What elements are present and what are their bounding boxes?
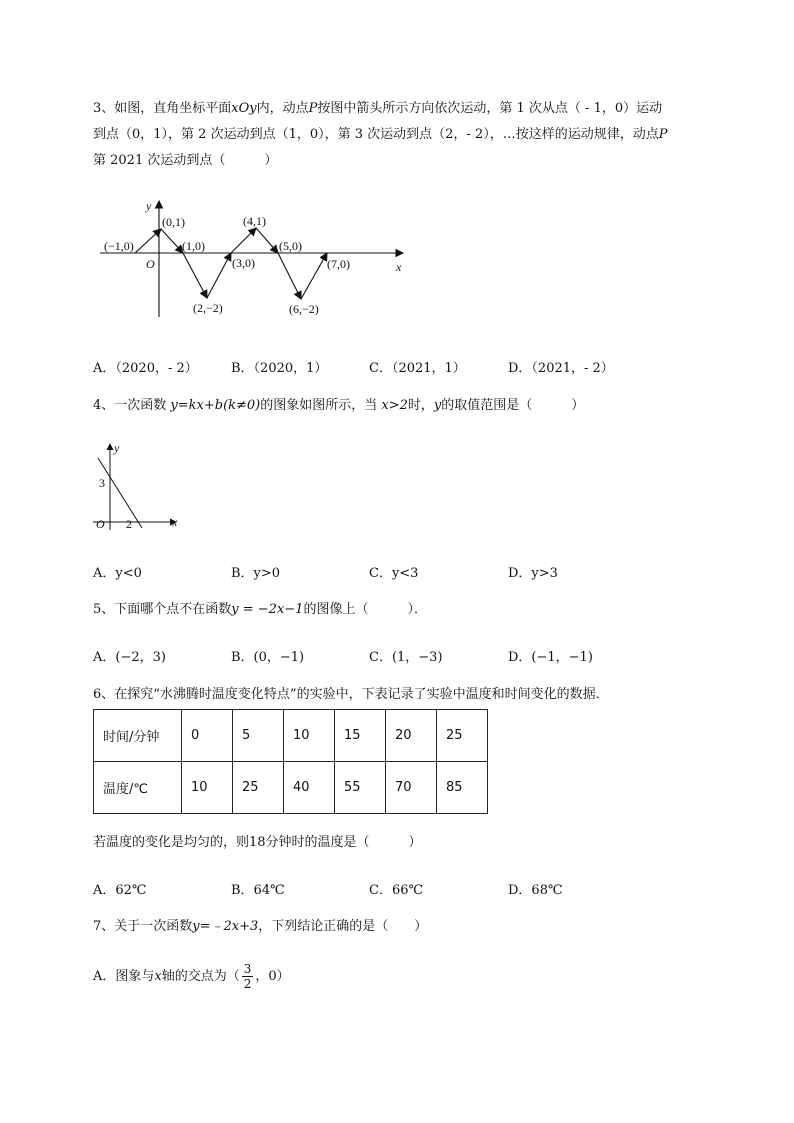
q3-point-label: (4,1) — [243, 214, 266, 228]
fraction-numerator: 3 — [243, 962, 252, 976]
q3-point-label: (7,0) — [327, 257, 350, 271]
q4-origin-label: O — [96, 517, 105, 531]
q5-option-a[interactable]: A．(−2，3) — [93, 650, 166, 665]
q3-origin-label: O — [146, 257, 155, 271]
q6-option-c[interactable]: C．66℃ — [369, 883, 424, 898]
q3-point-label: (3,0) — [232, 256, 255, 270]
q3-point-label: (1,0) — [182, 239, 205, 253]
table-cell: 5 — [233, 710, 284, 762]
q5-option-c[interactable]: C．(1，−3) — [369, 650, 443, 665]
q4-option-b[interactable]: B．y>0 — [231, 566, 281, 581]
table-cell: 15 — [335, 710, 386, 762]
q5-option-b[interactable]: B．(0，−1) — [231, 650, 305, 665]
q3-point-label: (−1,0) — [104, 239, 134, 253]
table-cell: 25 — [233, 762, 284, 814]
table-cell: 10 — [182, 762, 233, 814]
q3-line-1 — [93, 96, 662, 122]
q3-y-label: y — [146, 199, 152, 213]
q5-formula: y = −2x−1 — [231, 602, 304, 617]
q3-option-b[interactable]: B．（2020，1） — [231, 361, 328, 376]
q3-line-3: 第 2021 次运动到点（ ） — [93, 153, 278, 168]
q7-text-b: ，下列结论正确的是（ ） — [258, 919, 428, 934]
table-cell: 10 — [284, 710, 335, 762]
q4-graph — [88, 440, 188, 535]
table-cell: 时间/分钟 — [94, 710, 182, 762]
q7-stem — [93, 914, 427, 940]
q3-point-label: (6,−2) — [289, 302, 319, 316]
q3-option-d[interactable]: D．（2021，- 2） — [508, 361, 614, 376]
q5-option-d[interactable]: D．(−1，−1) — [508, 650, 593, 665]
q3-text-d: 到点（0，1），第 2 次运动到点（1，0），第 3 次运动到点（2，- 2），…按这样的运动规律，动点 — [93, 127, 659, 142]
q4-stem — [93, 393, 584, 419]
q7-fraction — [242, 962, 254, 991]
table-cell: 55 — [335, 762, 386, 814]
table-cell: 温度/℃ — [94, 762, 182, 814]
q4-text-b: 的图象如图所示，当 — [260, 398, 382, 413]
q4-formula: y=kx+b(k≠0) — [170, 398, 261, 413]
q3-path-seg — [135, 229, 161, 253]
q6-option-b[interactable]: B．64℃ — [231, 883, 285, 898]
q6-data-table — [93, 709, 488, 814]
q7-formula: y=﹣2x+3 — [192, 919, 259, 934]
q3-x-label: x — [396, 260, 402, 274]
q3-point-label: (5,0) — [279, 239, 302, 253]
table-cell: 20 — [386, 710, 437, 762]
q3-graph — [95, 195, 415, 320]
q4-y-intercept-label: 3 — [99, 476, 105, 490]
q7-opt-text-c: ，0） — [255, 969, 290, 984]
q7-text-a: 7、关于一次函数 — [93, 919, 193, 934]
q4-option-d[interactable]: D．y>3 — [508, 566, 558, 581]
q7-opt-x: x — [154, 969, 162, 984]
table-cell: 25 — [437, 710, 488, 762]
table-cell: 85 — [437, 762, 488, 814]
q6-question: 若温度的变化是均匀的，则18分钟时的温度是（ ） — [93, 835, 422, 850]
q3-text-b: 内，动点 — [256, 101, 309, 116]
q4-y-label: y — [114, 441, 120, 455]
q6-intro: 6、在探究“水沸腾时温度变化特点”的实验中，下表记录了实验中温度和时间变化的数据． — [93, 687, 609, 702]
table-row — [94, 710, 488, 762]
q3-text-a: 3、如图，直角坐标平面 — [93, 101, 232, 116]
table-cell: 0 — [182, 710, 233, 762]
q4-text-a: 4、一次函数 — [93, 398, 171, 413]
q3-point-label: (0,1) — [162, 215, 185, 229]
q4-option-a[interactable]: A．y<0 — [93, 566, 142, 581]
q5-text-a: 5、下面哪个点不在函数 — [93, 602, 232, 617]
q3-option-c[interactable]: C．（2021，1） — [369, 361, 466, 376]
q7-opt-text-b: 轴的交点为（ — [161, 969, 240, 984]
q3-xoy: xOy — [231, 101, 257, 116]
q3-p: P — [308, 101, 318, 116]
table-cell: 40 — [284, 762, 335, 814]
q6-option-d[interactable]: D．68℃ — [508, 883, 563, 898]
q7-opt-text-a: A．图象与 — [93, 969, 155, 984]
q3-point-label: (2,−2) — [193, 301, 223, 315]
q4-text-c: 时， — [407, 398, 434, 413]
q3-text-c: 按图中箭头所示方向依次运动，第 1 次从点（ - 1，0）运动 — [317, 101, 663, 116]
q3-p2: P — [658, 127, 668, 142]
q4-cond: x>2 — [381, 398, 408, 413]
q5-stem — [93, 597, 427, 623]
q7-option-a[interactable] — [93, 960, 290, 994]
table-row — [94, 762, 488, 814]
table-cell: 70 — [386, 762, 437, 814]
q3-path-seg — [207, 253, 231, 298]
q3-path-seg — [256, 228, 278, 253]
q3-path-seg — [161, 229, 183, 253]
q3-path-seg — [278, 253, 301, 299]
q3-path-seg — [231, 228, 256, 253]
q4-x-intercept-label: 2 — [126, 517, 132, 531]
q6-option-a[interactable]: A．62℃ — [93, 883, 147, 898]
fraction-denominator: 2 — [243, 977, 252, 991]
q3-option-a[interactable]: A．（2020，- 2） — [93, 361, 198, 376]
q3-path-seg — [183, 253, 207, 298]
q4-text-d: 的取值范围是（ ） — [441, 398, 585, 413]
q4-y: y — [433, 398, 442, 413]
q3-path-seg — [301, 253, 327, 299]
q4-option-c[interactable]: C．y<3 — [369, 566, 419, 581]
q3-line-2 — [93, 122, 667, 148]
q4-x-label: x — [172, 515, 178, 529]
q5-text-b: 的图像上（ ）． — [303, 602, 427, 617]
